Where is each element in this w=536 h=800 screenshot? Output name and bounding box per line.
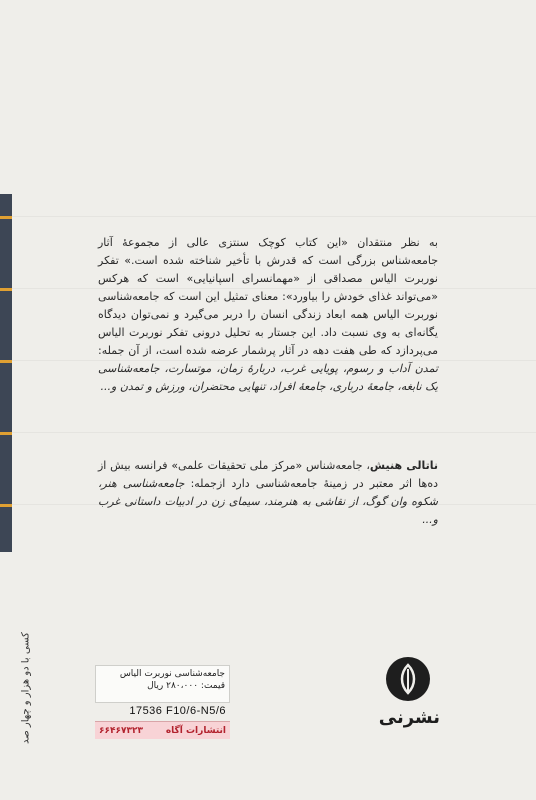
author-works: جامعه‌شناسی هنر، شکوه وان گوگ، از نقاشی به هنرمند، سیمای زن در ادبیات داستانی غرب و... — [98, 477, 438, 526]
author-name: ناتالی هنیش — [369, 459, 438, 472]
price-label — [95, 665, 230, 745]
blurb-paragraph — [98, 234, 438, 396]
price-label-code: 17536 F10/6-N5/6 — [129, 705, 226, 717]
publisher-logo — [380, 657, 440, 747]
store-sticker — [95, 721, 230, 739]
vertical-signature: کسی با دو هزار و چهار صد — [20, 632, 32, 744]
blurb-book-list: تمدن آداب و رسوم، پویایی غرب، دربارهٔ زمان، موتسارت، جامعه‌شناسی یک نابغه، جامعهٔ درباری، جامعهٔ افراد، تنهایی محتضران، ورزش و تمدن و... — [98, 362, 438, 393]
publisher-name: نشرنی — [378, 707, 440, 728]
price-label-title: جامعه‌شناسی نوربرت الیاس — [119, 669, 225, 679]
store-phone: ۶۶۴۶۷۳۲۳ — [99, 725, 143, 736]
store-name: انتشارات آگاه — [165, 725, 226, 736]
blurb-text: به نظر منتقدان «این کتاب کوچک سنتزی عالی از مجموعهٔ آثار جامعه‌شناس بزرگی است که قدرش با تأخیر شناخته شده است.» تفکر نوربرت الیاس مصداقی از «مهمانسرای اسپانیایی» است که هرکس «می‌تواند غذای خودش را بیاورد»: معنای تمثیل این است که جامعه‌شناسی نوربرت الیاس همه ابعاد زندگی انسان را دربر می‌گیرد و نمی‌توان دیدگاه یگانه‌ای به وی نسبت داد. این جستار به تحلیل درونی تفکر نوربرت الیاس می‌پردازد که طی هفت دهه در آثار پرشمار عرضه شده است، از آن جمله: — [98, 236, 438, 357]
author-paragraph — [98, 457, 438, 529]
author-bio: ، جامعه‌شناس «مرکز ملی تحقیقات علمی» فرانسه بیش از ده‌ها اثر معتبر در زمینهٔ جامعه‌شناسی دارد ازجمله: — [98, 459, 438, 490]
seed-icon — [386, 657, 430, 701]
spine-band — [0, 194, 12, 552]
price-label-price: قیمت: ۲۸۰،۰۰۰ ریال — [147, 681, 225, 691]
price-label-white — [95, 665, 230, 703]
